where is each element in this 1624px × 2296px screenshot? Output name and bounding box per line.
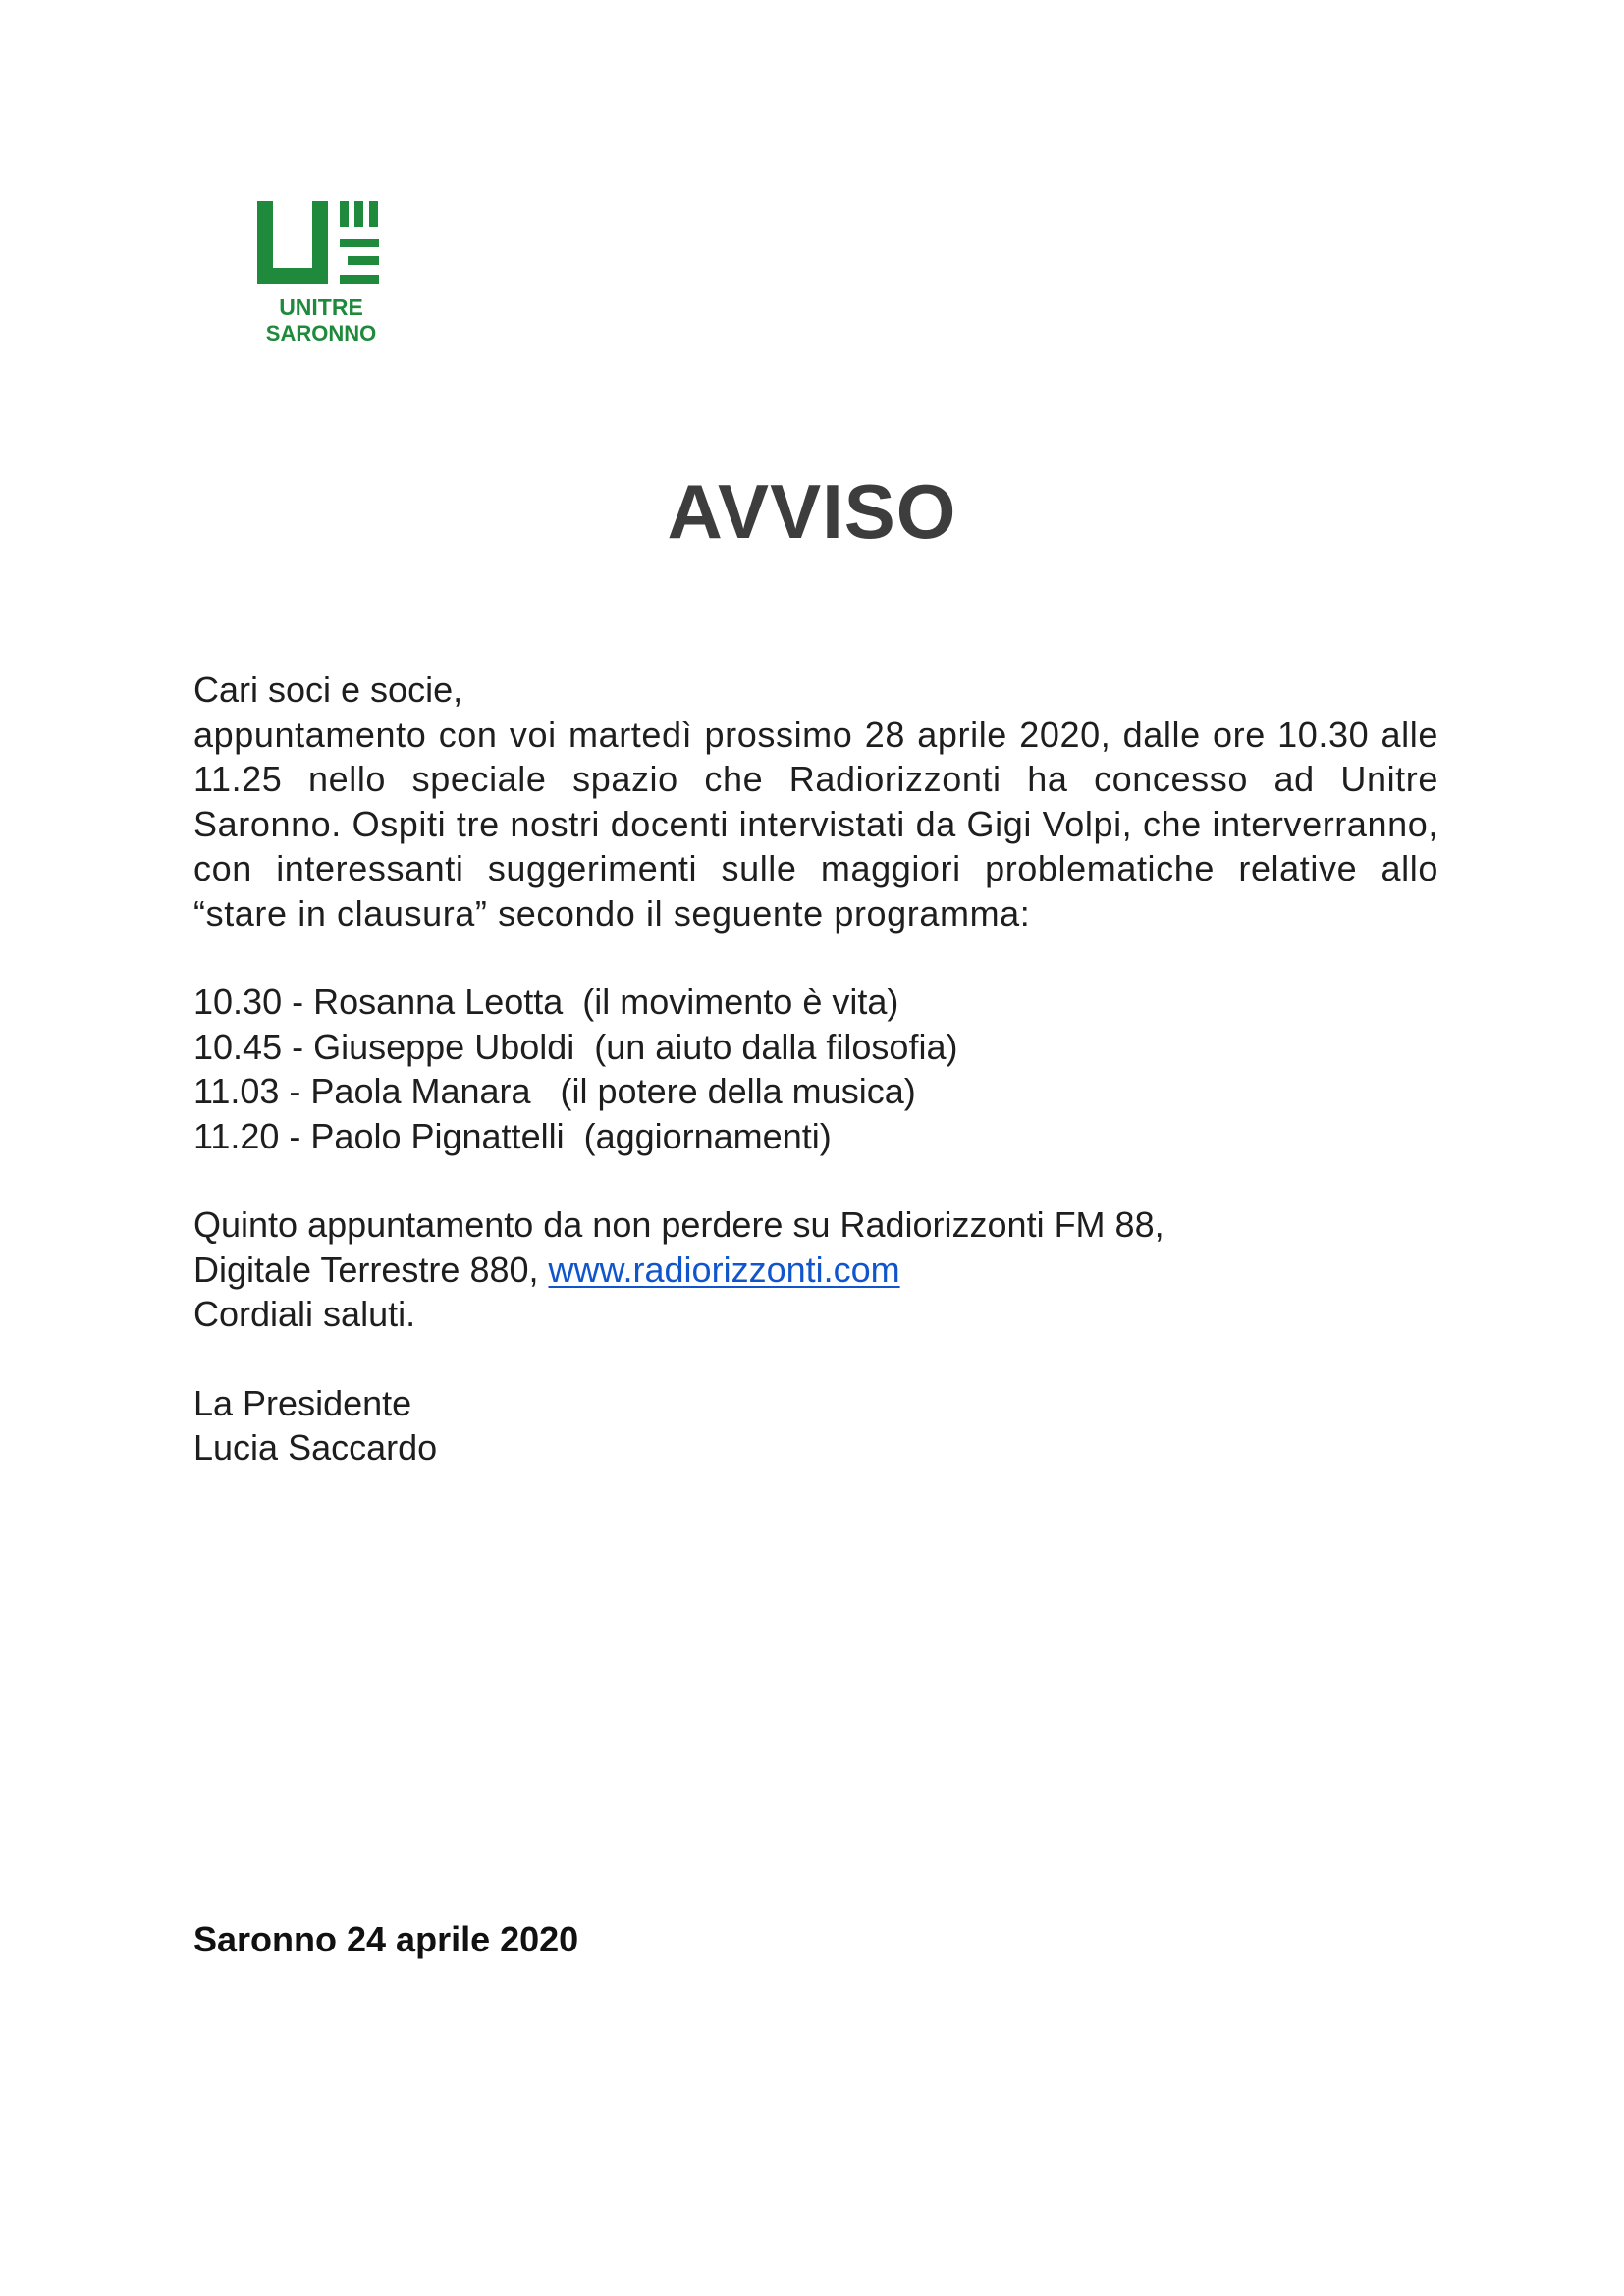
program-item: 11.20 - Paolo Pignattelli (aggiornamenti) (193, 1115, 832, 1156)
radiorizzonti-link[interactable]: www.radiorizzonti.com (548, 1249, 900, 1290)
spacer (193, 935, 1438, 980)
spacer (193, 1337, 1438, 1381)
page-title: AVVISO (667, 468, 957, 555)
notice-body (193, 667, 1438, 1470)
intro-paragraph: appuntamento con voi martedì prossimo 28 aprile 2020, dalle ore 10.30 alle 11.25 nello speciale spazio che Radiorizzonti ha concesso ad Unitre Saronno. Ospiti tre nostri docenti intervistati da Gigi Volpi, che interverranno, con interessanti suggerimenti sulle maggiori problematiche relative allo “stare in clausura” secondo il seguente programma: (193, 714, 1438, 934)
program-item: 10.45 - Giuseppe Uboldi (un aiuto dalla filosofia) (193, 1026, 958, 1067)
unitre-logo (247, 201, 395, 348)
program-item: 11.03 - Paola Manara (il potere della musica) (193, 1071, 916, 1111)
program-list (193, 980, 1438, 1158)
logo-text-unitre: UNITRE (279, 294, 363, 320)
spacer (193, 1158, 1438, 1202)
closing-line-1: Quinto appuntamento da non perdere su Radiorizzonti FM 88, (193, 1204, 1164, 1245)
signature-name: Lucia Saccardo (193, 1427, 438, 1468)
document-date: Saronno 24 aprile 2020 (193, 1919, 579, 1959)
closing-line-3: Cordiali saluti. (193, 1294, 416, 1334)
closing-section (193, 1202, 1438, 1337)
signature-role: La Presidente (193, 1382, 412, 1423)
closing-line-2 (193, 1248, 1438, 1293)
unitre-logo-mark-icon (257, 201, 389, 288)
signature-block (193, 1381, 1438, 1470)
program-item: 10.30 - Rosanna Leotta (il movimento è vita) (193, 982, 899, 1022)
greeting: Cari soci e socie, (193, 669, 463, 710)
closing-line-2-text: Digitale Terrestre 880, (193, 1249, 549, 1290)
logo-text-saronno: SARONNO (265, 321, 377, 346)
